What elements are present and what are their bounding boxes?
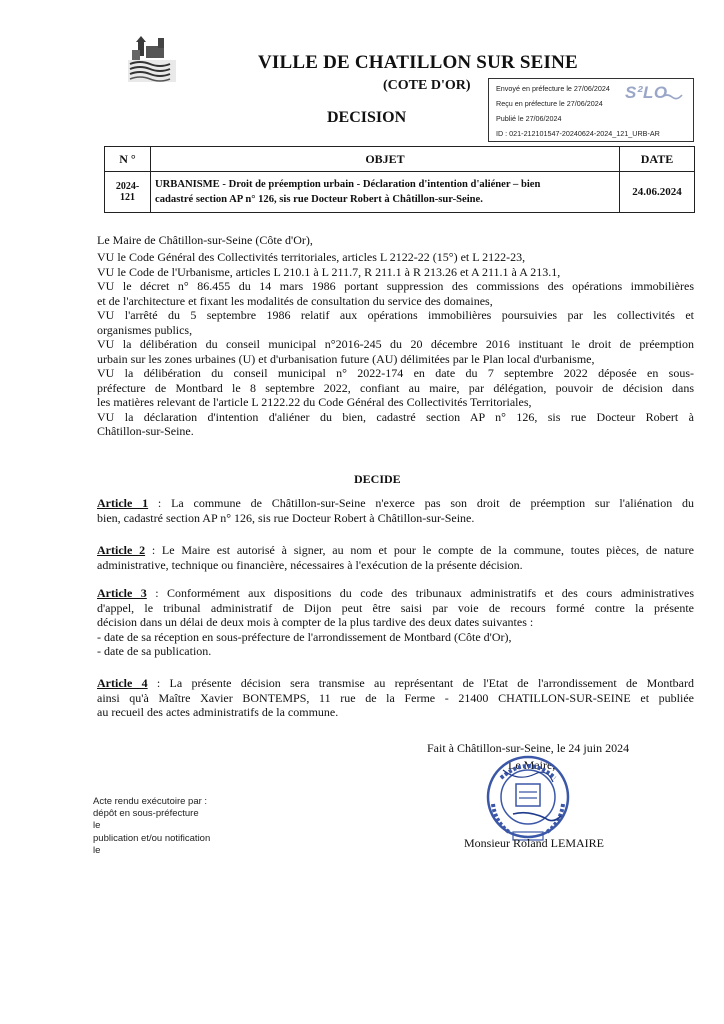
article-3-line-2: d'appel, le tribunal administratif de Dijon peut être saisi par voie de recours formé contre la présente [97,600,694,615]
object-line-2: cadastré section AP n° 126, sis rue Docteur Robert à Châtillon-sur-Seine. [155,194,483,205]
stamp-received: Reçu en préfecture le 27/06/2024 [496,99,603,108]
executoire-depot: dépôt en sous-préfecture [93,808,199,820]
article-4 [97,676,694,720]
stamp-sent: Envoyé en préfecture le 27/06/2024 [496,84,610,93]
article-4-line-3: au recueil des actes administratifs de la commune. [97,705,339,719]
executoire-publication: publication et/ou notification [93,832,211,844]
mayor-seal-icon [483,752,573,846]
object-table [104,146,695,213]
executoire-block [93,796,210,857]
vu-urbanisme: VU le Code de l'Urbanisme, articles L 210.1 à L 211.7, R 211.1 à R 213.26 et A 211.1 à A 213.1, [97,264,561,279]
signatory-name: Monsieur Roland LEMAIRE [464,836,604,850]
article-4-label: Article 4 [97,676,148,690]
header-number: N ° [105,147,151,172]
vu-decret-b: et de l'architecture et fixant les modalités de consultation du service des domaines, [97,293,493,308]
vu-decret-a: VU le décret n° 86.455 du 14 mars 1986 portant suppression des commissions des opérations immobilières [97,279,694,293]
article-4-line-1: : La présente décision sera transmise au représentant de l'Etat de l'arrondissement de Montbard [147,676,695,690]
vu-deliberation-2016-b: urbain sur les zones urbaines (U) et d'urbanisation future (AU) délimitées par le Plan local d'urbanisme, [97,351,595,366]
header-date: DATE [620,147,695,172]
article-1-line-2: bien, cadastré section AP n° 126, sis rue Docteur Robert à Châtillon-sur-Seine. [97,510,475,525]
article-1-label: Article 1 [97,496,149,510]
vu-deliberation-2022-b: préfecture de Montbard le 8 septembre 2022, confiant au maire, par délégation, pouvoir de décision dans [97,380,694,395]
executoire-publication-date: le [93,844,101,856]
article-2-line-1: : Le Maire est autorisé à signer, au nom et pour le compte de la commune, toutes pièces, de nature [145,543,694,557]
stamp-id: ID : 021-212101547-20240624-2024_121_URB-AR [496,129,660,138]
vu-dia-a: VU la déclaration d'intention d'aliéner du bien, cadastré section AP n° 126, sis rue Docteur Robert à [97,409,694,424]
stamp-published: Publié le 27/06/2024 [496,114,562,123]
vu-arrete-b: organismes publics, [97,322,193,337]
stamp-mark: S²LO [625,83,668,102]
article-1 [97,496,694,525]
object-line-1: URBANISME - Droit de préemption urbain - Déclaration d'intention d'aliéner – bien [155,179,541,190]
header-objet: OBJET [151,147,620,172]
article-3-line-4: - date de sa réception en sous-préfecture de l'arrondissement de Montbard (Côte d'Or), [97,629,512,644]
article-3-line-1: : Conformément aux dispositions du code des tribunaux administratifs et des cours administratives [146,586,695,600]
signatory-title: Le Maire, [508,758,556,772]
vu-deliberation-2022-c: les matières relevant de l'article L 2122.22 du Code Général des Collectivités Territoriales, [97,395,532,409]
intro: Le Maire de Châtillon-sur-Seine (Côte d'Or), [97,233,313,247]
city-name: VILLE DE CHATILLON SUR SEINE [258,52,578,73]
vu-arrete-a: VU l'arrêté du 5 septembre 1986 relatif aux opérations immobilières poursuivies par les collectivités et [97,308,694,322]
article-3-label: Article 3 [97,586,147,600]
article-3-line-5: - date de sa publication. [97,644,212,658]
visas [97,250,694,439]
decision-object [151,172,620,213]
vu-deliberation-2016-a: VU la délibération du conseil municipal n°2016-245 du 20 décembre 2016 instituant le droit de préemption [97,337,694,351]
prefecture-stamp [488,78,694,142]
article-3-line-3: décision dans un délai de deux mois à compter de la plus tardive des deux dates suivantes : [97,615,534,629]
executoire-depot-date: le [93,820,101,832]
stamp-arrow-icon [661,92,683,100]
vu-deliberation-2022-a: VU la délibération du conseil municipal n° 2022-174 en date du 7 septembre 2022 déposée en sous- [97,366,694,380]
article-3 [97,586,694,659]
department: (COTE D'OR) [383,78,471,93]
place-and-date: Fait à Châtillon-sur-Seine, le 24 juin 2024 [427,741,630,755]
decision-date: 24.06.2024 [620,172,695,213]
vu-cgct: VU le Code Général des Collectivités territoriales, articles L 2122-22 (15°) et L 2122-23, [97,250,526,264]
article-1-line-1: : La commune de Châtillon-sur-Seine n'exerce pas son droit de préemption sur l'aliénation du [148,496,694,510]
decide-heading: DECIDE [354,472,401,486]
article-2-line-2: administrative, technique ou financière, nécessaires à l'exécution de la présente décision. [97,557,523,572]
article-2 [97,543,694,572]
vu-dia-b: Châtillon-sur-Seine. [97,424,194,438]
city-logo [126,36,178,84]
document-title: DECISION [327,109,407,126]
article-4-line-2: ainsi qu'à Maître Xavier BONTEMPS, 11 rue de la Ferme - 21400 CHATILLON-SUR-SEINE et publiée [97,690,694,705]
executoire-title: Acte rendu exécutoire par : [93,796,208,807]
decision-number: 2024-121 [105,172,151,213]
article-2-label: Article 2 [97,543,146,557]
